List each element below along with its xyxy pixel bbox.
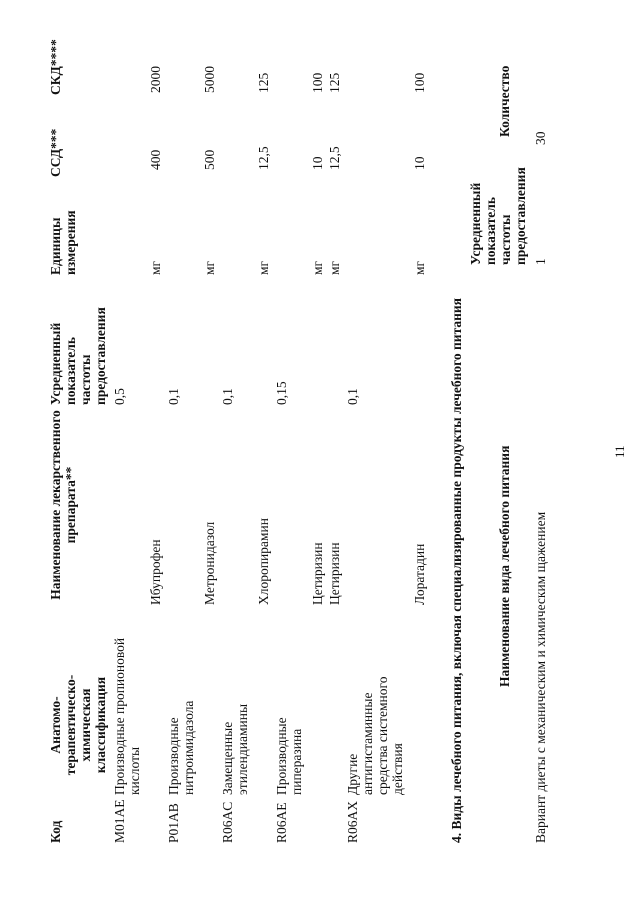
row-skd: 125: [256, 72, 271, 93]
row-drug: Хлоропирамин: [256, 518, 271, 605]
section-heading: 4. Виды лечебного питания, включая специализированные продукты лечебного питания: [449, 298, 464, 843]
row-freq: 0,1: [220, 388, 235, 405]
row-drug: Лоратадин: [412, 543, 427, 605]
diet-row-freq: 1: [533, 258, 548, 265]
row-skd: 125: [327, 72, 342, 93]
header-skd: СКД****: [48, 39, 63, 95]
header-ssd: ССД***: [48, 128, 63, 177]
diet-header-qty: Количество: [497, 65, 512, 137]
row-skd: 5000: [202, 66, 217, 93]
header-code: Код: [48, 820, 63, 843]
row-ssd: 400: [148, 149, 163, 170]
row-code: R06AC: [220, 801, 235, 843]
row-unit: мг: [327, 260, 342, 275]
row-code: M01AE: [112, 799, 127, 843]
row-drug: Цетиризин: [310, 542, 325, 605]
row-ssd: 10: [310, 156, 325, 170]
header-drug: Наименование лекарственного препарата**: [48, 410, 78, 600]
row-unit: мг: [412, 260, 427, 275]
row-code: R06AX: [345, 800, 360, 843]
row-ssd: 12,5: [256, 146, 271, 170]
row-freq: 0,15: [274, 381, 289, 405]
row-atc: Замещенные этилендиамины: [220, 703, 250, 795]
row-atc: Производные пропионовой кислоты: [112, 637, 142, 795]
row-atc: Производные пиперазина: [274, 717, 304, 795]
row-drug: Цетиризин: [327, 542, 342, 605]
row-skd: 2000: [148, 66, 163, 93]
row-code: R06AE: [274, 802, 289, 843]
diet-row-name: Вариант диеты с механическим и химическим щажением: [533, 511, 548, 843]
page-number: 11: [612, 445, 627, 458]
row-unit: мг: [148, 260, 163, 275]
row-ssd: 12,5: [327, 146, 342, 170]
header-freq: Усредненный показатель частоты предоставления: [48, 307, 108, 405]
row-drug: Метронидазол: [202, 521, 217, 605]
row-freq: 0,1: [166, 388, 181, 405]
header-atc: Анатомо-терапевтическо-химическая классификация: [48, 674, 108, 776]
row-unit: мг: [310, 260, 325, 275]
row-atc: Другие антигистаминные средства системного действия: [345, 676, 405, 795]
row-code: P01AB: [166, 803, 181, 843]
diet-header-name: Наименование вида лечебного питания: [497, 445, 512, 687]
row-skd: 100: [310, 72, 325, 93]
row-freq: 0,5: [112, 388, 127, 405]
row-drug: Ибупрофен: [148, 539, 163, 605]
row-freq: 0,1: [345, 388, 360, 405]
row-unit: мг: [202, 260, 217, 275]
row-ssd: 500: [202, 149, 217, 170]
row-unit: мг: [256, 260, 271, 275]
row-atc: Производные нитроимидазола: [166, 700, 196, 795]
diet-header-freq: Усредненный показатель частоты предоставления: [468, 167, 528, 265]
header-unit: Единицы измерения: [48, 210, 78, 275]
diet-row-qty: 30: [533, 131, 548, 145]
row-skd: 100: [412, 72, 427, 93]
row-ssd: 10: [412, 156, 427, 170]
